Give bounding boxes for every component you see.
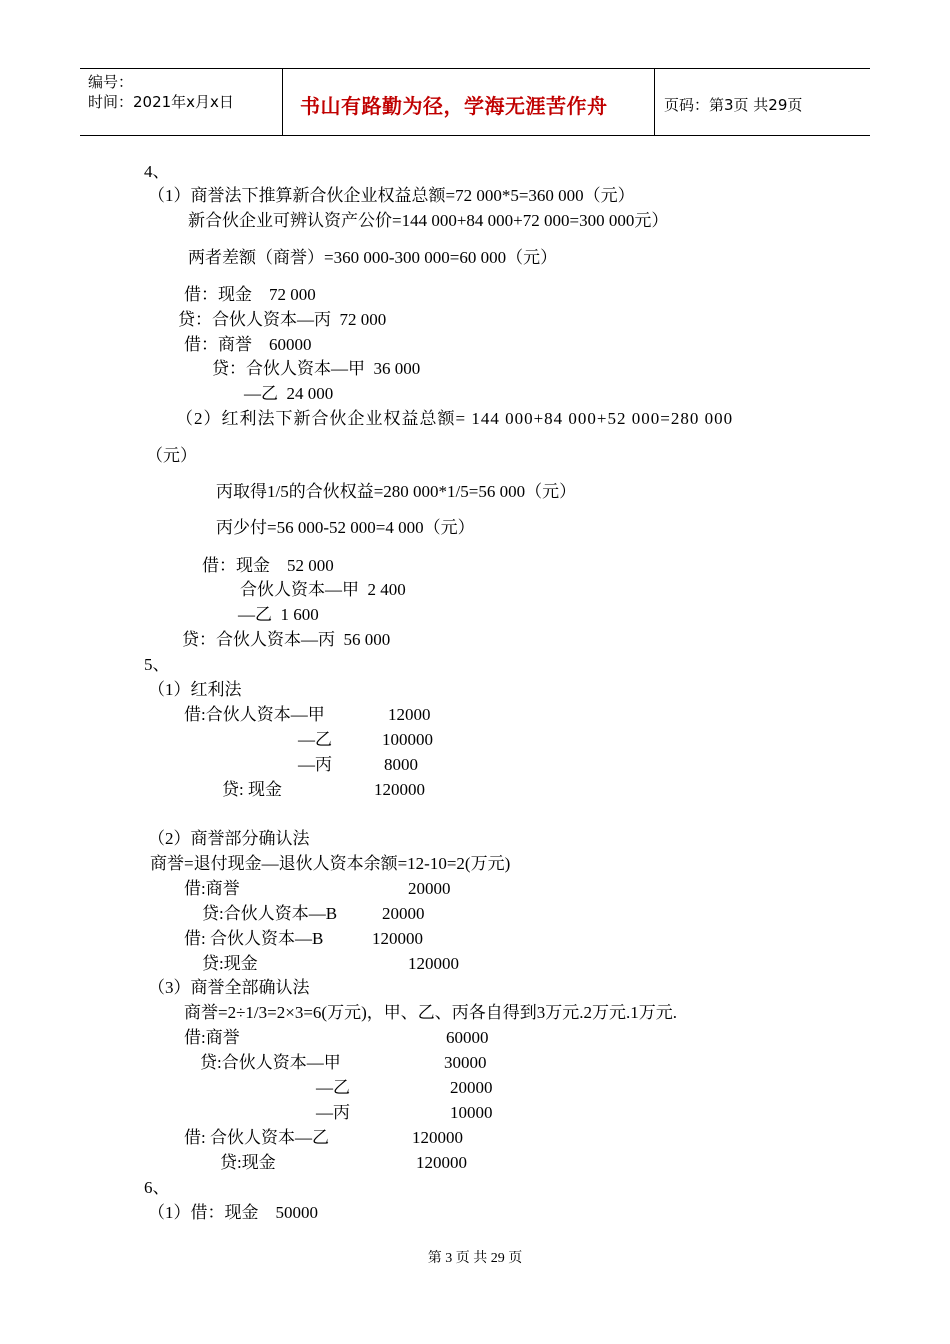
- header-divider-left: [282, 68, 283, 135]
- amount: 20000: [408, 879, 451, 898]
- amount: 8000: [384, 755, 418, 774]
- amount: 120000: [372, 929, 423, 948]
- header-time-label: 时间：2021年x月x日: [88, 93, 234, 111]
- amount: 120000: [374, 780, 425, 799]
- header-top-rule: [80, 68, 870, 69]
- body-line: 商誉=2÷1/3=2×3=6(万元)，甲、乙、丙各自得到3万元.2万元.1万元.: [184, 1003, 677, 1022]
- header-page-info: 页码：第3页 共29页: [664, 96, 803, 114]
- header-motto: 书山有路勤为径，学海无涯苦作舟: [300, 94, 608, 118]
- body-line: 两者差额（商誉）=360 000-300 000=60 000（元）: [188, 248, 558, 267]
- body-line: （1）借：现金 50000: [148, 1203, 318, 1222]
- body-line: 丙取得1/5的合伙权益=280 000*1/5=56 000（元）: [216, 482, 577, 501]
- body-line: （3）商誉全部确认法: [148, 978, 310, 997]
- amount: 120000: [412, 1128, 463, 1147]
- amount: 20000: [382, 904, 425, 923]
- amount: 120000: [408, 954, 459, 973]
- header-number-label: 编号：: [88, 73, 134, 91]
- body-line: 借:商誉: [184, 1028, 240, 1047]
- body-line: —丙: [316, 1103, 350, 1122]
- body-line: —丙: [298, 755, 332, 774]
- amount: 12000: [388, 705, 431, 724]
- body-line: 丙少付=56 000-52 000=4 000（元）: [216, 518, 475, 537]
- body-line: 借：现金 52 000: [202, 556, 334, 575]
- amount: 100000: [382, 730, 433, 749]
- body-line: 贷：合伙人资本—丙 72 000: [178, 310, 387, 329]
- section-5-heading: 5、: [144, 655, 170, 674]
- amount: 20000: [450, 1078, 493, 1097]
- header-bottom-rule: [80, 135, 870, 136]
- body-line: 借: 合伙人资本—B: [184, 929, 324, 948]
- body-line: 贷：合伙人资本—丙 56 000: [182, 630, 391, 649]
- body-line: 借：现金 72 000: [184, 285, 316, 304]
- body-line: 贷：合伙人资本—甲 36 000: [212, 359, 421, 378]
- page-footer: 第 3 页 共 29 页: [427, 1251, 523, 1266]
- body-line: 贷:现金: [202, 954, 258, 973]
- body-line: 贷:合伙人资本—甲: [200, 1053, 341, 1072]
- amount: 30000: [444, 1053, 487, 1072]
- body-line: 合伙人资本—甲 2 400: [240, 580, 406, 599]
- body-line: （2）商誉部分确认法: [148, 829, 310, 848]
- body-line: （1）商誉法下推算新合伙企业权益总额=72 000*5=360 000（元）: [148, 186, 635, 205]
- body-line: 贷: 现金: [222, 780, 282, 799]
- body-line: （2）红利法下新合伙企业权益总额= 144 000+84 000+52 000=280 000: [176, 409, 734, 428]
- body-line: —乙: [298, 730, 332, 749]
- body-line: —乙 1 600: [238, 605, 319, 624]
- body-line: 新合伙企业可辨认资产公价=144 000+84 000+72 000=300 000元）: [188, 211, 669, 230]
- body-line: 贷:现金: [220, 1153, 276, 1172]
- header-divider-right: [654, 68, 655, 135]
- body-line: 借:商誉: [184, 879, 240, 898]
- section-6-heading: 6、: [144, 1178, 170, 1197]
- body-line: 借: 合伙人资本—乙: [184, 1128, 329, 1147]
- amount: 10000: [450, 1103, 493, 1122]
- section-4-heading: 4、: [144, 162, 170, 181]
- body-line: 借:合伙人资本—甲: [184, 705, 325, 724]
- body-line: —乙: [316, 1078, 350, 1097]
- body-line: 商誉=退付现金—退伙人资本余额=12-10=2(万元): [150, 854, 511, 873]
- amount: 120000: [416, 1153, 467, 1172]
- body-line: 贷:合伙人资本—B: [202, 904, 338, 923]
- body-line: 借：商誉 60000: [184, 335, 312, 354]
- body-line: （1）红利法: [148, 680, 242, 699]
- body-line: （元）: [146, 446, 197, 465]
- amount: 60000: [446, 1028, 489, 1047]
- body-line: —乙 24 000: [244, 384, 334, 403]
